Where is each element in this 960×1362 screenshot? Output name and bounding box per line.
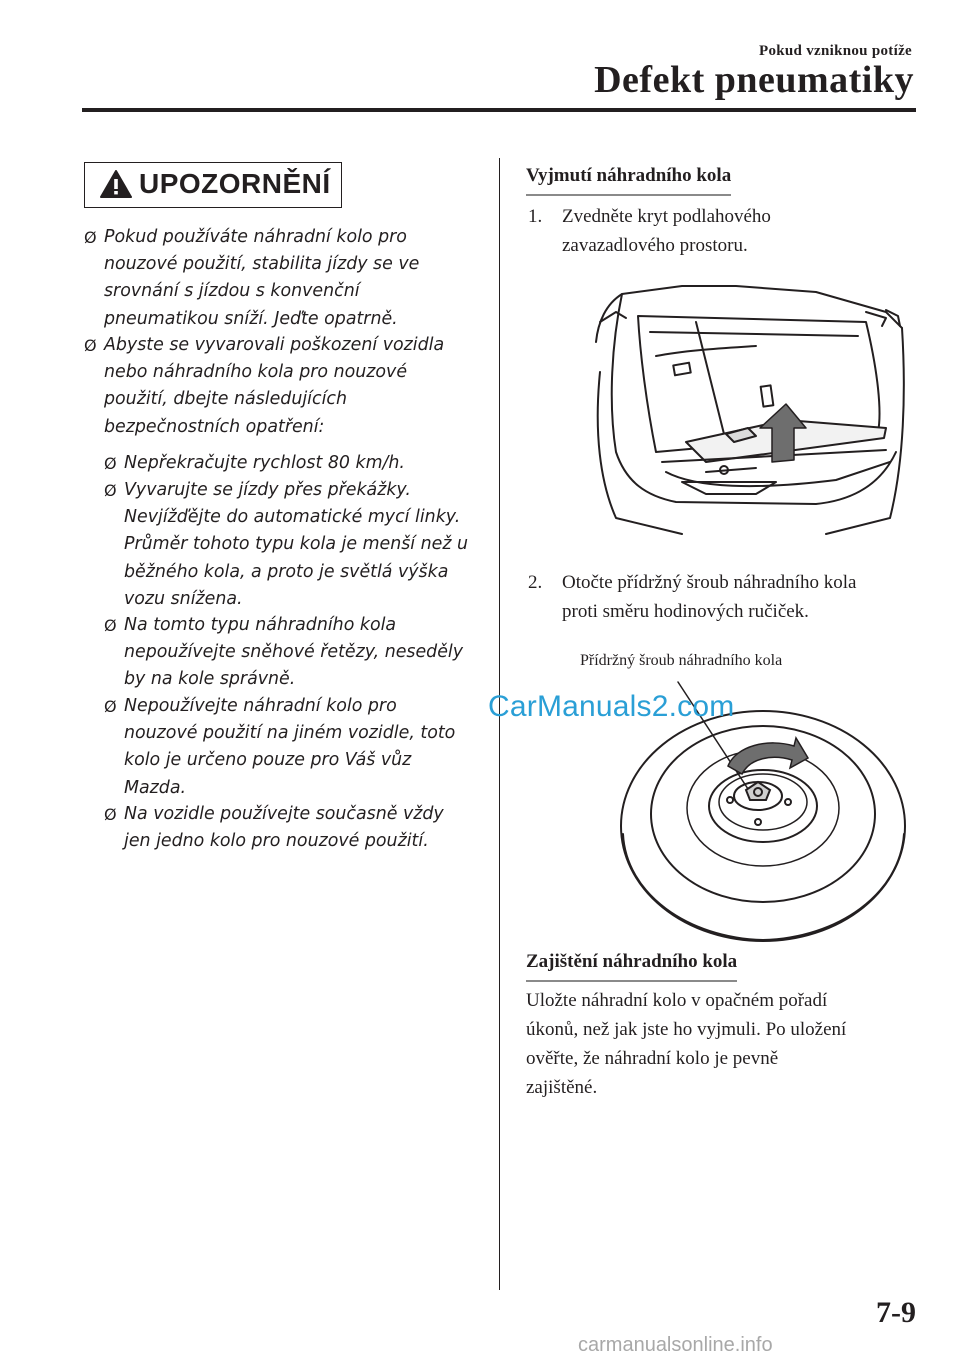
- securing-heading: Zajištění náhradního kola: [526, 950, 737, 982]
- bullet-line: Vyvarujte se jízdy přes překážky.: [124, 480, 411, 500]
- warning-sub-bullet: [104, 693, 484, 802]
- body-line: zajištěné.: [526, 1077, 598, 1098]
- bullet-line: nebo náhradního kola pro nouzové: [104, 362, 408, 383]
- bullet-mark: Ø: [104, 616, 117, 635]
- bullet-mark: Ø: [84, 228, 97, 247]
- step-line: Zvedněte kryt podlahového: [562, 206, 771, 227]
- warning-sub-bullet: [104, 477, 484, 613]
- bullet-line: nouzové použití na jiném vozidle, toto: [124, 723, 456, 744]
- bullet-mark: Ø: [104, 697, 117, 716]
- bullet-line: pneumatikou sníží. Jeďte opatrně.: [104, 308, 398, 329]
- step-number: 2.: [528, 572, 543, 593]
- bullet-line: by na kole správně.: [124, 669, 296, 690]
- body-line: úkonů, než jak jste ho vyjmuli. Po uložení: [526, 1019, 847, 1040]
- bullet-mark: Ø: [104, 454, 117, 473]
- bullet-line: Pokud používáte náhradní kolo pro: [104, 227, 407, 247]
- step-1: [528, 202, 908, 260]
- body-line: Uložte náhradní kolo v opačném pořadí: [526, 990, 828, 1011]
- bullet-line: Mazda.: [124, 777, 187, 798]
- bullet-line: Abyste se vyvarovali poškození vozidla: [104, 335, 445, 355]
- bullet-line: běžného kola, a proto je světlá výška: [124, 561, 449, 582]
- removal-heading: Vyjmutí náhradního kola: [526, 164, 731, 196]
- trunk-illustration: [586, 282, 908, 538]
- warning-box: [84, 162, 342, 208]
- bullet-line: jen jedno kolo pro nouzové použití.: [124, 831, 429, 852]
- bullet-line: Nepřekračujte rychlost 80 km/h.: [124, 453, 405, 473]
- bullet-line: Nepoužívejte náhradní kolo pro: [124, 696, 397, 716]
- warning-triangle-icon: [99, 169, 133, 199]
- bullet-line: srovnání s jízdou s konvenční: [104, 281, 360, 302]
- warning-sub-bullet: [104, 450, 484, 477]
- chapter-title: Pokud vzniknou potíže: [758, 43, 912, 59]
- step-line: zavazadlového prostoru.: [562, 235, 748, 256]
- footer-link[interactable]: carmanualsonline.info: [578, 1334, 773, 1356]
- warning-sub-bullet: [104, 801, 484, 855]
- bullet-line: nepoužívejte sněhové řetězy, neseděly: [124, 642, 464, 663]
- bullet-line: Na vozidle používejte současně vždy: [124, 804, 444, 824]
- bullet-line: Na tomto typu náhradního kola: [124, 615, 397, 635]
- warning-bullet: [84, 224, 484, 333]
- bullet-line: Nevjížďějte do automatické mycí linky.: [124, 507, 461, 528]
- bullet-line: bezpečnostních opatření:: [104, 416, 325, 437]
- bullet-mark: Ø: [84, 336, 97, 355]
- bullet-line: vozu snížena.: [124, 588, 243, 609]
- bullet-mark: Ø: [104, 481, 117, 500]
- bullet-line: Průměr tohoto typu kola je menší než u: [124, 534, 469, 555]
- warning-title: UPOZORNĚNÍ: [139, 168, 331, 199]
- securing-text: [526, 986, 916, 1102]
- step-line: proti směru hodinových ručiček.: [562, 601, 809, 622]
- step-2: [528, 568, 918, 626]
- watermark: CarManuals2.com: [488, 690, 735, 723]
- warning-sub-bullet: [104, 612, 484, 694]
- figure-callout: Přídržný šroub náhradního kola: [580, 652, 783, 669]
- bullet-line: použití, dbejte následujících: [104, 389, 347, 410]
- header-rule: [82, 108, 916, 112]
- column-divider: [499, 158, 500, 1290]
- bullet-line: nouzové použití, stabilita jízdy se ve: [104, 254, 420, 275]
- warning-bullet: [84, 332, 484, 441]
- section-title: Defekt pneumatiky: [594, 59, 914, 101]
- bullet-line: kolo je určeno pouze pro Váš vůz: [124, 750, 412, 771]
- step-number: 1.: [528, 206, 543, 227]
- bullet-mark: Ø: [104, 805, 117, 824]
- page-number: 7-9: [876, 1296, 916, 1329]
- step-line: Otočte přídržný šroub náhradního kola: [562, 572, 857, 593]
- body-line: ověřte, že náhradní kolo je pevně: [526, 1048, 779, 1069]
